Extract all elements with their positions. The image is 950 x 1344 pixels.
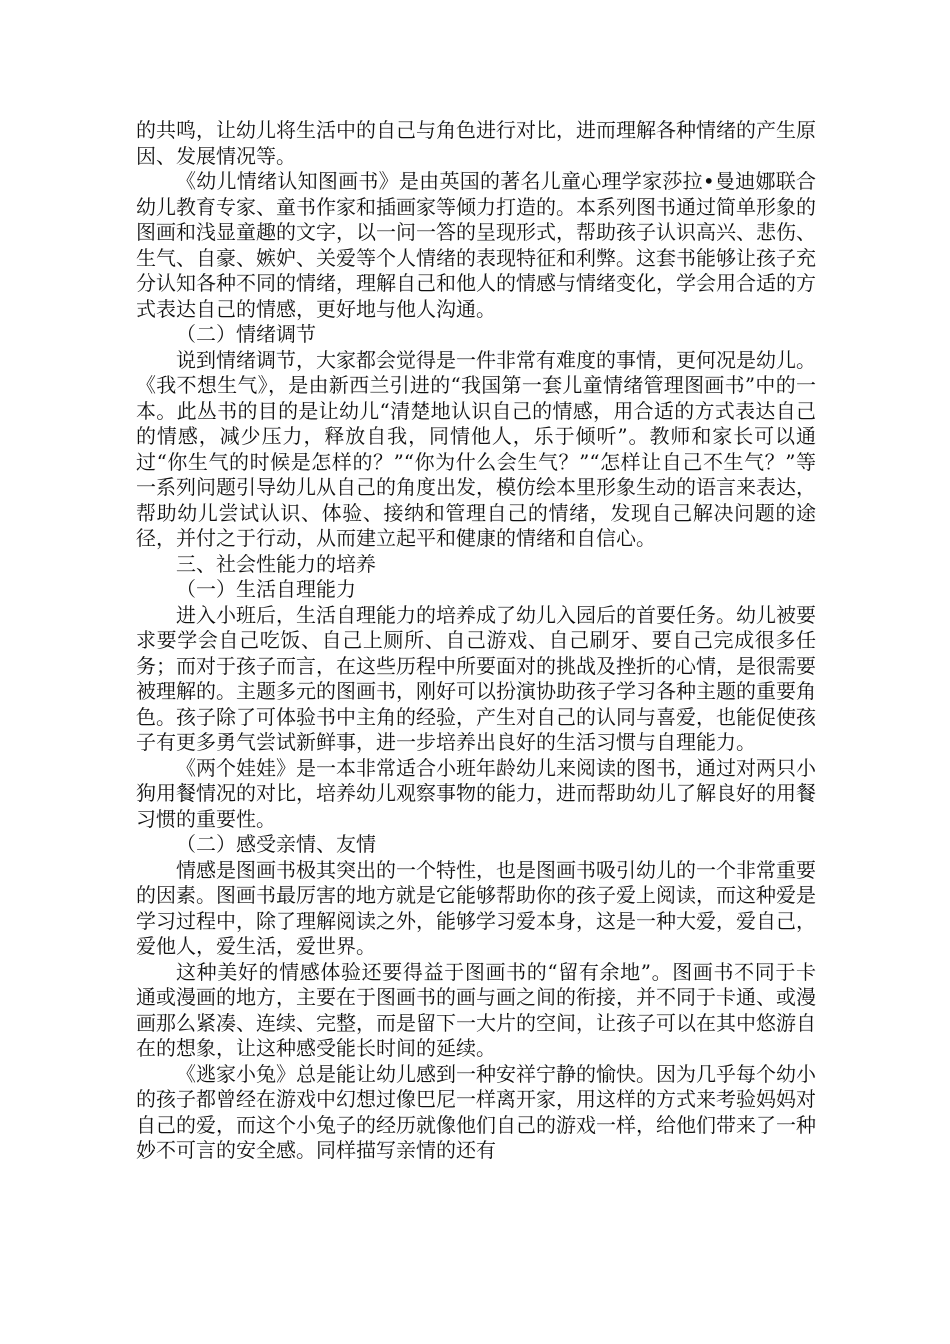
document-body — [136, 118, 816, 1164]
section-heading: （二）感受亲情、友情 — [176, 832, 376, 856]
section-heading: 三、社会性能力的培养 — [176, 551, 376, 576]
paragraph: 《逃家小兔》总是能让幼儿感到一种安祥宁静的愉快。因为几乎每个幼小的孩子都曾经在游戏中幻想过像巴尼一样离开家，用这样的方式来考验妈妈对自己的爱，而这个小兔子的经历就像他们自己的游戏一样，给他们带来了一种妙不可言的安全感。同样描写亲情的还有 — [136, 1061, 816, 1162]
section-heading: （二）情绪调节 — [176, 322, 316, 346]
paragraph: 《幼儿情绪认知图画书》是由英国的著名儿童心理学家莎拉•曼迪娜联合幼儿教育专家、童书作家和插画家等倾力打造的。本系列图书通过简单形象的图画和浅显童趣的文字，以一问一答的呈现形式，帮助孩子认识高兴、悲伤、生气、自豪、嫉妒、关爱等个人情绪的表现特征和利弊。这套书能够让孩子充分认知各种不同的情绪，理解自己和他人的情感与情绪变化，学会用合适的方式表达自己的情感，更好地与他人沟通。 — [136, 169, 816, 321]
paragraph: 《两个娃娃》是一本非常适合小班年龄幼儿来阅读的图书，通过对两只小狗用餐情况的对比，培养幼儿观察事物的能力，进而帮助幼儿了解良好的用餐习惯的重要性。 — [136, 755, 816, 831]
paragraph: 的共鸣，让幼儿将生活中的自己与角色进行对比，进而理解各种情绪的产生原因、发展情况等。 — [136, 118, 816, 168]
paragraph: 情感是图画书极其突出的一个特性，也是图画书吸引幼儿的一个非常重要的因素。图画书最厉害的地方就是它能够帮助你的孩子爱上阅读，而这种爱是学习过程中，除了理解阅读之外，能够学习爱本身，这是一种大爱，爱自己，爱他人，爱生活，爱世界。 — [136, 857, 816, 958]
paragraph: 进入小班后，生活自理能力的培养成了幼儿入园后的首要任务。幼儿被要求要学会自己吃饭、自己上厕所、自己游戏、自己刷牙、要自己完成很多任务；而对于孩子而言，在这些历程中所要面对的挑战及挫折的心情，是很需要被理解的。主题多元的图画书，刚好可以扮演协助孩子学习各种主题的重要角色。孩子除了可体验书中主角的经验，产生对自己的认同与喜爱，也能促使孩子有更多勇气尝试新鲜事，进一步培养出良好的生活习惯与自理能力。 — [136, 602, 816, 754]
paragraph: 这种美好的情感体验还要得益于图画书的“留有余地”。图画书不同于卡通或漫画的地方，主要在于图画书的画与画之间的衔接，并不同于卡通、或漫画那么紧凑、连续、完整，而是留下一大片的空间，让孩子可以在其中悠游自在的想象，让这种感受能长时间的延续。 — [136, 959, 816, 1060]
paragraph: 说到情绪调节，大家都会觉得是一件非常有难度的事情，更何况是幼儿。《我不想生气》，是由新西兰引进的“我国第一套儿童情绪管理图画书”中的一本。此丛书的目的是让幼儿“清楚地认识自己的情感，用合适的方式表达自己的情感，减少压力，释放自我，同情他人，乐于倾听”。教师和家长可以通过“你生气的时候是怎样的？”“你为什么会生气？”“怎样让自己不生气？”等一系列问题引导幼儿从自己的角度出发，模仿绘本里形象生动的语言来表达，帮助幼儿尝试认识、体验、接纳和管理自己的情绪，发现自己解决问题的途径，并付之于行动，从而建立起平和健康的情绪和自信心。 — [136, 347, 816, 550]
section-heading: （一）生活自理能力 — [176, 577, 356, 601]
